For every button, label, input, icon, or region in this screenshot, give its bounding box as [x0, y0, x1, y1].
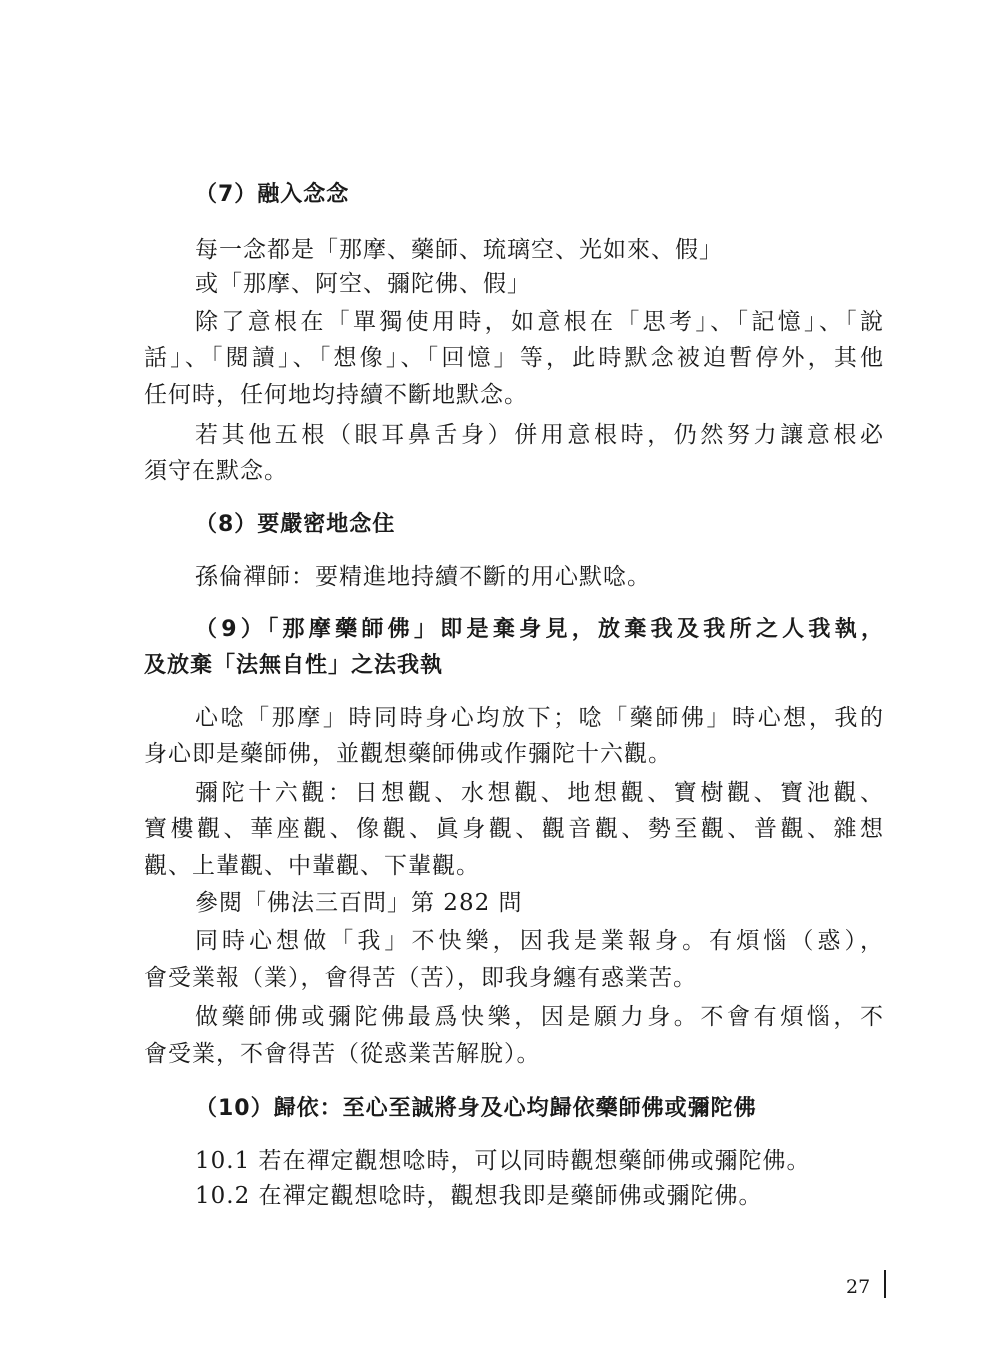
section-7-line-3: 除了意根在「單獨使用時，如意根在「思考」、「記憶」、「說 [195, 309, 884, 335]
section-9-line-2: 身心即是藥師佛，並觀想藥師佛或作彌陀十六觀。 [144, 741, 672, 767]
section-9-line-5: 觀、上輩觀、中輩觀、下輩觀。 [144, 853, 480, 879]
section-8-line-1: 孫倫禪師：要精進地持續不斷的用心默唸。 [195, 564, 651, 590]
section-9-line-10: 會受業，不會得苦（從惑業苦解脫）。 [144, 1041, 541, 1067]
section-8-heading: （8）要嚴密地念住 [195, 512, 396, 537]
page-number-rule [884, 1270, 886, 1298]
section-7-line-7: 須守在默念。 [144, 458, 288, 484]
section-7-line-4: 話」、「閱讀」、「想像」、「回憶」等，此時默念被迫暫停外，其他 [144, 345, 884, 371]
section-10-heading: （10）歸依：至心至誠將身及心均歸依藥師佛或彌陀佛 [195, 1096, 757, 1121]
section-9-line-4: 寶樓觀、華座觀、像觀、眞身觀、觀音觀、勢至觀、普觀、雜想 [144, 816, 884, 842]
section-9-line-3: 彌陀十六觀：日想觀、水想觀、地想觀、寶樹觀、寶池觀、 [195, 780, 884, 806]
section-9-heading-line-1: （9）「那摩藥師佛」即是棄身見，放棄我及我所之人我執， [195, 617, 884, 642]
section-7-line-1: 每一念都是「那摩、藥師、琉璃空、光如來、假」 [195, 237, 723, 263]
section-10-line-2: 10.2 在禪定觀想唸時，觀想我即是藥師佛或彌陀佛。 [195, 1183, 763, 1209]
section-7-heading: （7）融入念念 [195, 182, 350, 207]
section-9-line-7: 同時心想做「我」不快樂，因我是業報身。有煩惱（惑）， [195, 928, 884, 954]
section-10-line-1: 10.1 若在禪定觀想唸時，可以同時觀想藥師佛或彌陀佛。 [195, 1148, 811, 1174]
section-7-line-2: 或「那摩、阿空、彌陀佛、假」 [195, 271, 531, 297]
section-9-line-8: 會受業報（業），會得苦（苦），即我身纏有惑業苦。 [144, 965, 697, 991]
section-9-line-9: 做藥師佛或彌陀佛最爲快樂，因是願力身。不會有煩惱，不 [195, 1004, 884, 1030]
page-number: 27 [846, 1276, 871, 1298]
section-9-heading-line-2: 及放棄「法無自性」之法我執 [144, 653, 444, 678]
section-7-line-5: 任何時，任何地均持續不斷地默念。 [144, 382, 528, 408]
section-9-line-1: 心唸「那摩」時同時身心均放下；唸「藥師佛」時心想，我的 [195, 705, 884, 731]
section-7-line-6: 若其他五根（眼耳鼻舌身）併用意根時，仍然努力讓意根必 [195, 422, 884, 448]
section-9-line-6: 參閱「佛法三百問」第 282 問 [195, 890, 523, 916]
